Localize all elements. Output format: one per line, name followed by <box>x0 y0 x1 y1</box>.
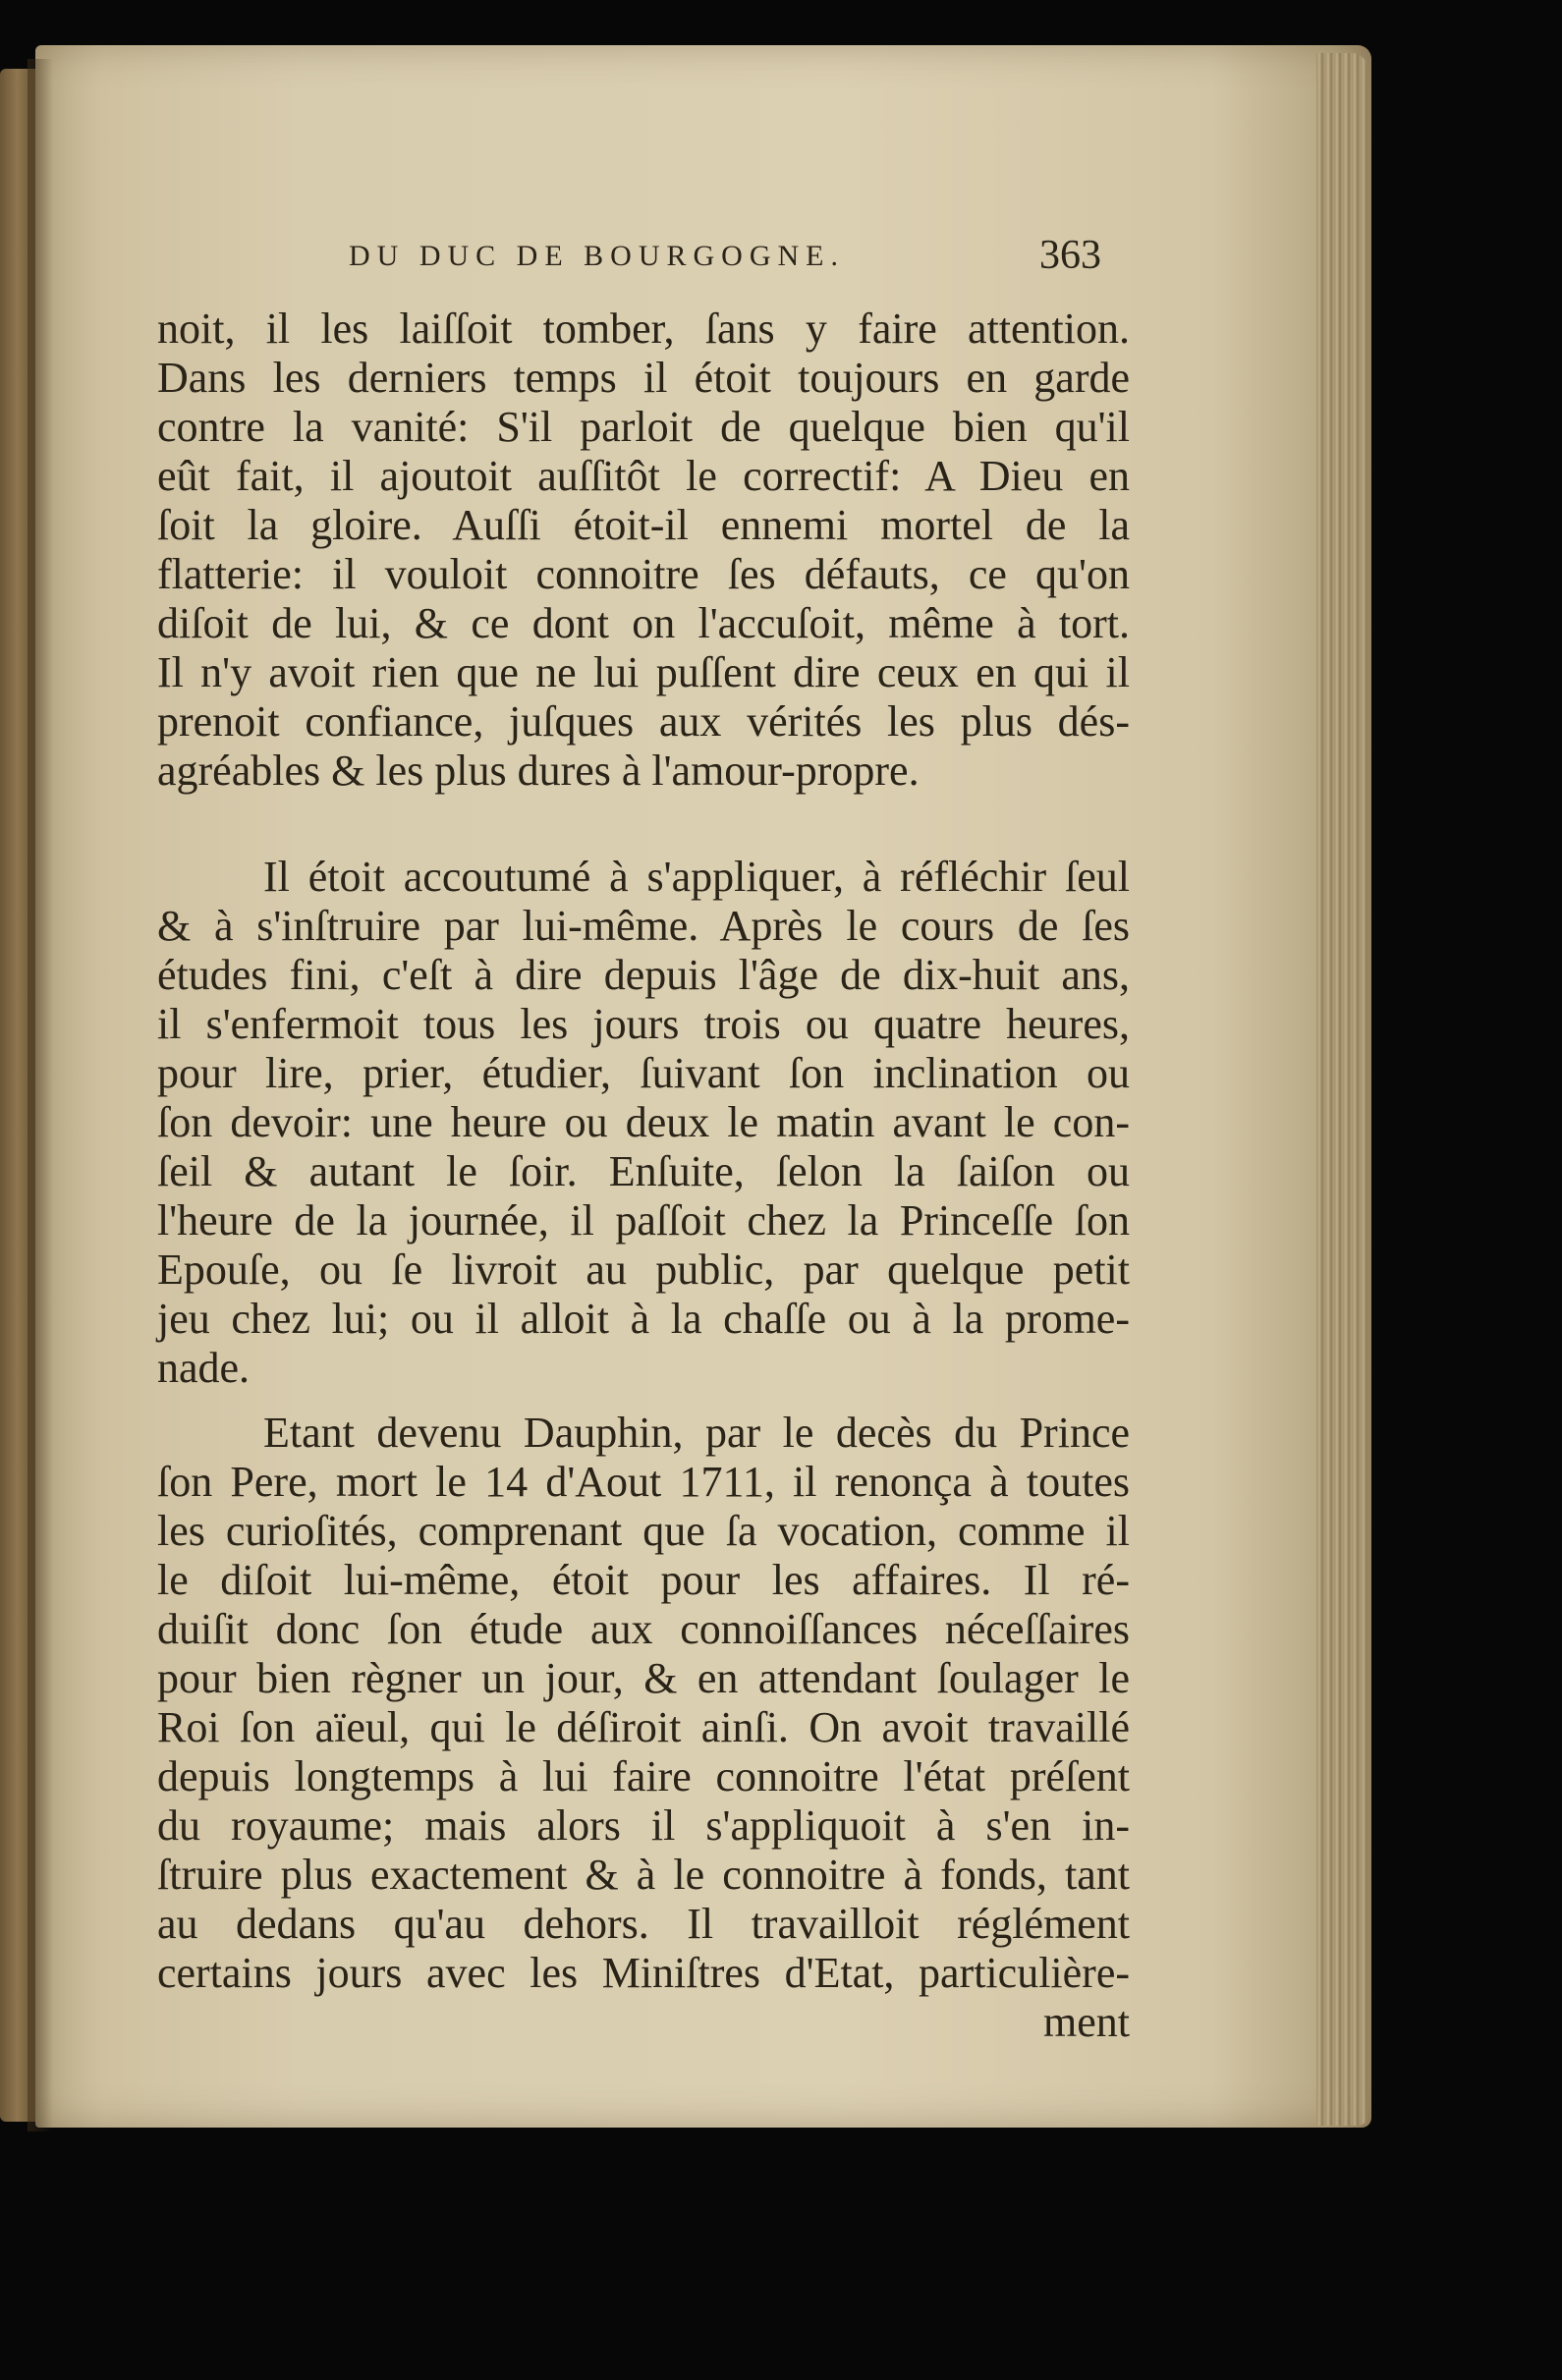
body-text <box>157 304 1130 2047</box>
text-line: du royaume; mais alors il s'appliquoit à s'en in- <box>157 1801 1130 1850</box>
text-line: l'heure de la journée, il paſſoit chez la Princeſſe ſon <box>157 1196 1130 1245</box>
text-line: il s'enfermoit tous les jours trois ou quatre heures, <box>157 1000 1130 1048</box>
text-line: contre la vanité: S'il parloit de quelque bien qu'il <box>157 403 1130 451</box>
text-line: & à s'inſtruire par lui-même. Après le cours de ſes <box>157 902 1130 950</box>
text-line: nade. <box>157 1344 251 1392</box>
paragraph-gap <box>157 1393 1130 1409</box>
text-line: Epouſe, ou ſe livroit au public, par quelque petit <box>157 1245 1130 1294</box>
paragraph-2 <box>157 853 1130 1393</box>
text-line: depuis longtemps à lui faire connoitre l'état préſent <box>157 1752 1130 1800</box>
text-line: ſon devoir: une heure ou deux le matin avant le con- <box>157 1098 1130 1146</box>
text-line: les curioſités, comprenant que ſa vocation, comme il <box>157 1507 1130 1555</box>
text-line: pour lire, prier, étudier, ſuivant ſon inclination ou <box>157 1049 1130 1097</box>
text-line: ſoit la gloire. Auſſi étoit-il ennemi mortel de la <box>157 501 1130 549</box>
text-line: Etant devenu Dauphin, par le decès du Prince <box>263 1409 1130 1457</box>
page-stack-edge <box>1316 53 1367 2126</box>
text-line: diſoit de lui, & ce dont on l'accuſoit, même à tort. <box>157 599 1130 647</box>
text-line: flatterie: il vouloit connoitre ſes défauts, ce qu'on <box>157 550 1130 598</box>
text-line: pour bien règner un jour, & en attendant ſoulager le <box>157 1654 1130 1702</box>
paragraph-1 <box>157 304 1130 796</box>
text-line: jeu chez lui; ou il alloit à la chaſſe ou à la prome- <box>157 1295 1130 1343</box>
text-line: agréables & les plus dures à l'amour-propre. <box>157 747 920 795</box>
text-line: noit, il les laiſſoit tomber, ſans y faire attention. <box>157 304 1130 353</box>
text-line: au dedans qu'au dehors. Il travailloit réglément <box>157 1900 1130 1948</box>
text-line: études fini, c'eſt à dire depuis l'âge de dix-huit ans, <box>157 951 1130 999</box>
catchword: ment <box>1043 1998 1130 2046</box>
text-line: prenoit confiance, juſques aux vérités les plus dés- <box>157 697 1130 746</box>
binding-gutter-shadow <box>28 59 53 2131</box>
text-line: certains jours avec les Miniſtres d'Etat, particulière- <box>157 1949 1130 1997</box>
paragraph-gap <box>157 796 1130 853</box>
paragraph-3 <box>157 1409 1130 1998</box>
text-line: duiſit donc ſon étude aux connoiſſances néceſſaires <box>157 1605 1130 1653</box>
text-line: ſtruire plus exactement & à le connoitre à fonds, tant <box>157 1851 1130 1899</box>
text-line: ſon Pere, mort le 14 d'Aout 1711, il renonça à toutes <box>157 1458 1130 1506</box>
text-line: le diſoit lui-même, étoit pour les affaires. Il ré- <box>157 1556 1130 1604</box>
text-line: Il étoit accoutumé à s'appliquer, à réfléchir ſeul <box>263 853 1130 901</box>
text-line: Roi ſon aïeul, qui le déſiroit ainſi. On avoit travaillé <box>157 1703 1130 1751</box>
page-number: 363 <box>1039 233 1101 278</box>
text-line: ſeil & autant le ſoir. Enſuite, ſelon la ſaiſon ou <box>157 1147 1130 1195</box>
running-head: DU DUC DE BOURGOGNE. <box>349 240 845 272</box>
text-line: Il n'y avoit rien que ne lui puſſent dire ceux en qui il <box>157 648 1130 696</box>
text-line: Dans les derniers temps il étoit toujours en garde <box>157 354 1130 402</box>
text-line: eût fait, il ajoutoit auſſitôt le correctif: A Dieu en <box>157 452 1130 500</box>
